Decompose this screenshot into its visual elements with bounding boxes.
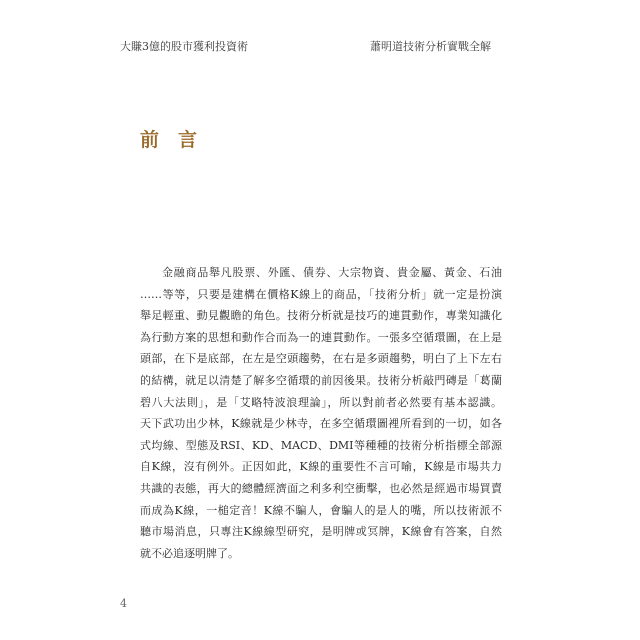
chapter-title: 前 言	[140, 129, 198, 151]
body-line: 共識的表態，再大的總體經濟面之利多利空衝擊，也必然是經過市場買賣	[140, 481, 502, 495]
body-line: ……等等，只要是建構在價格K線上的商品，「技術分析」就一定是扮演	[140, 287, 502, 301]
body-line: 為行動方案的思想和動作合而為一的連貫動作。一張多空循環圖，在上是	[140, 330, 502, 344]
body-line: 頭部，在下是底部，在左是空頭趨勢，在右是多頭趨勢，明白了上下左右	[140, 352, 502, 366]
running-header	[0, 39, 640, 55]
body-paragraph	[140, 262, 502, 564]
body-line: 碧八大法則」，是「艾略特波浪理論」，所以對前者必然要有基本認識。	[140, 395, 502, 409]
body-line: 舉足輕重、動見觀瞻的角色。技術分析就是技巧的連貫動作，專業知識化	[140, 309, 502, 323]
body-line: 聽市場消息，只專注K線線型研究，是明牌或冥牌，K線會有答案，自然	[140, 525, 502, 539]
body-line: 的結構，就足以清楚了解多空循環的前因後果。技術分析敲門磚是「葛蘭	[140, 373, 502, 387]
body-line: 天下武功出少林，K線就是少林寺，在多空循環圖裡所看到的一切，如各	[140, 417, 502, 431]
book-title-header: 大賺3億的股市獲利投資術	[120, 40, 248, 53]
body-line: 而成為K線，一槌定音！K線不騙人，會騙人的是人的嘴，所以技術派不	[140, 503, 502, 517]
body-line: 自K線，沒有例外。正因如此，K線的重要性不言可喻，K線是市場共力	[140, 460, 502, 474]
page-number: 4	[120, 597, 127, 610]
book-subtitle-header: 蕭明道技術分析實戰全解	[370, 40, 491, 53]
body-line: 式均線、型態及RSI、KD、MACD、DMI等種種的技術分析指標全部源	[140, 438, 502, 452]
body-line: 金融商品舉凡股票、外匯、債券、大宗物資、貴金屬、黃金、石油	[162, 266, 502, 279]
body-line: 就不必追逐明牌了。	[140, 546, 239, 560]
